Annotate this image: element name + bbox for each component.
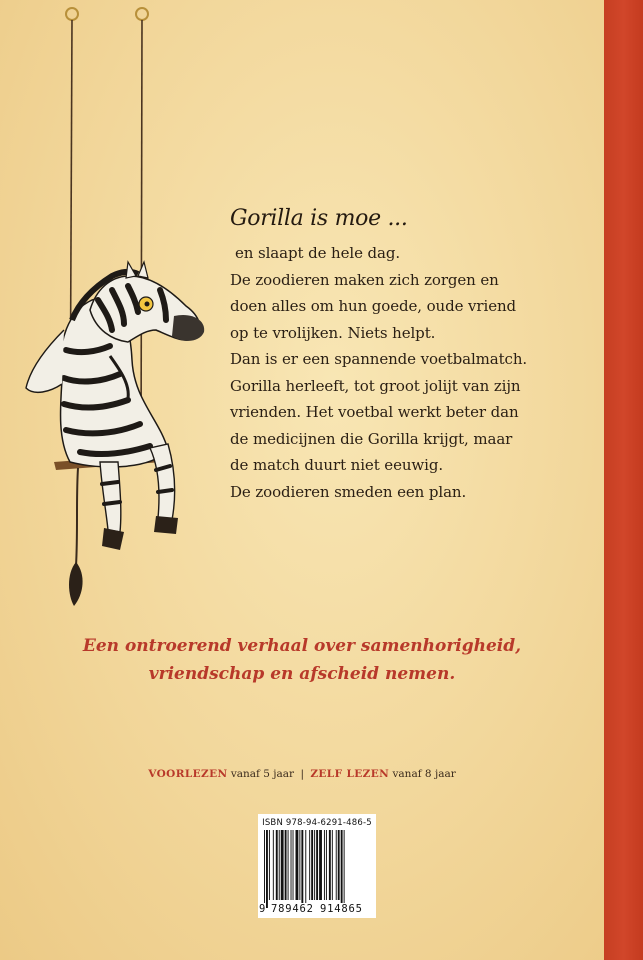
book-spine [604,0,643,960]
age-recommendation [0,768,604,780]
barcode-bar [299,830,300,900]
isbn-text: ISBN 978-94-6291-486-5 [262,818,372,828]
barcode-bar [305,830,306,908]
tagline [0,632,604,688]
blurb-line: vrienden. Het voetbal werkt beter dan [230,403,519,421]
barcode-bar [266,830,268,908]
ean-right-group: 914865 [320,903,363,915]
ean-left-group: 789462 [271,903,314,915]
barcode-bar [316,830,318,900]
age-separator: | [300,768,304,780]
barcode-bar [264,830,265,908]
blurb-line: de match duurt niet eeuwig. [230,456,444,474]
blurb-line: doen alles om hun goede, oude vriend [230,297,517,315]
barcode-bar [324,830,325,900]
blurb-line: de medicijnen die Gorilla krijgt, maar [230,429,513,448]
blurb-line: Dan is er een spannende voetbalmatch. [230,350,528,368]
barcode-bar [336,830,337,900]
barcode-bar [276,830,278,900]
barcode-bar [341,830,343,908]
blurb-title: Gorilla is moe ... [230,206,408,231]
barcode-bar [291,830,292,900]
barcode-bars [264,830,374,908]
barcode-bar [288,830,289,900]
isbn-barcode [258,814,376,918]
tagline-line-1: Een ontroerend verhaal over samenhorigheid, [82,636,522,656]
barcode-bar [344,830,345,908]
read-aloud-age: vanaf 5 jaar [230,768,295,780]
blurb-line: Gorilla herleeft, tot groot jolijt van zijn [230,376,521,395]
barcode-bar [311,830,313,900]
barcode-bar [332,830,333,900]
barcode-bar [301,830,303,908]
self-read-age: vanaf 8 jaar [392,768,456,780]
tagline-line-2: vriendschap en afscheid nemen. [148,664,456,684]
read-aloud-label: VOORLEZEN [148,768,228,780]
barcode-bar [338,830,340,900]
barcode-bar [329,830,331,900]
barcode-bar [309,830,310,900]
barcode-bar [293,830,294,900]
zebra-on-swing-illustration [0,0,230,620]
blurb [230,204,600,505]
barcode-bar [296,830,299,900]
barcode-bar [269,830,270,900]
ean-first-digit: 9 [259,903,266,915]
self-read-label: ZELF LEZEN [310,768,390,780]
blurb-line: De zoodieren maken zich zorgen en [230,270,499,289]
barcode-bar [285,830,287,900]
barcode-bar [326,830,327,900]
barcode-bar [279,830,280,900]
barcode-bar [319,830,322,900]
barcode-bar [281,830,284,900]
blurb-line: De zoodieren smeden een plan. [230,482,467,501]
barcode-bar [314,830,315,900]
barcode-bar [273,830,274,900]
blurb-line: en slaapt de hele dag. [235,244,401,262]
blurb-line: op te vrolijken. Niets helpt. [230,323,436,342]
